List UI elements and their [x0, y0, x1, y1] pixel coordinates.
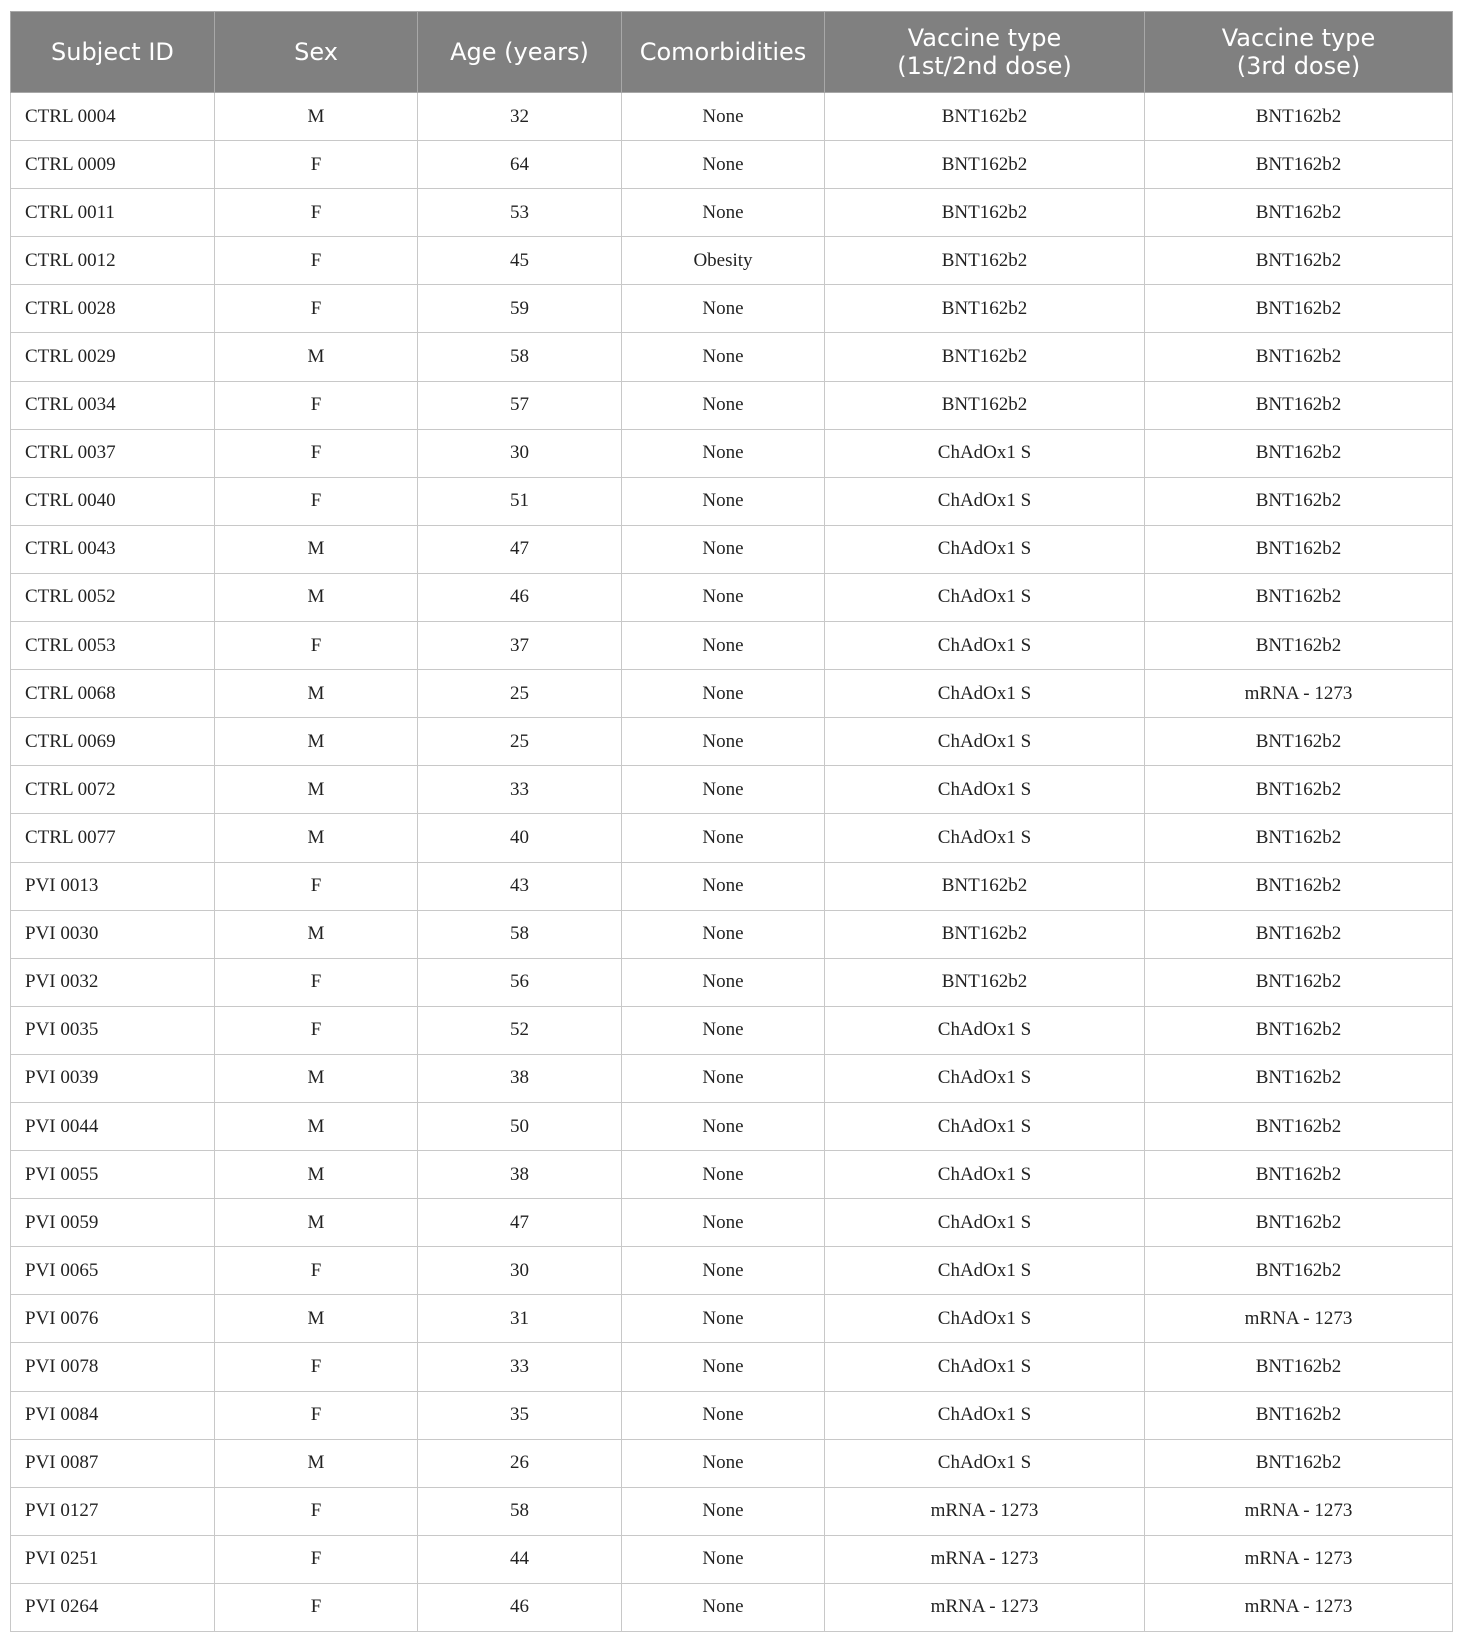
- subject-id-cell: PVI 0044: [11, 1102, 215, 1150]
- comorbidities-cell: None: [622, 381, 825, 429]
- table-row: [11, 141, 1453, 189]
- table-row: [11, 958, 1453, 1006]
- subject-id-cell: PVI 0055: [11, 1151, 215, 1199]
- table-row: [11, 1247, 1453, 1295]
- age-cell: 25: [418, 670, 622, 718]
- age-cell: 46: [418, 1583, 622, 1631]
- vaccine-first-second-dose-cell: ChAdOx1 S: [825, 1295, 1145, 1343]
- sex-cell: F: [215, 1343, 418, 1391]
- sex-cell: F: [215, 429, 418, 477]
- vaccine-first-second-dose-cell: BNT162b2: [825, 285, 1145, 333]
- age-cell: 33: [418, 766, 622, 814]
- comorbidities-cell: None: [622, 573, 825, 621]
- age-cell: 33: [418, 1343, 622, 1391]
- sex-cell: F: [215, 622, 418, 670]
- vaccine-first-second-dose-cell: ChAdOx1 S: [825, 622, 1145, 670]
- table-header: [11, 12, 1453, 93]
- subject-id-cell: PVI 0030: [11, 910, 215, 958]
- age-cell: 32: [418, 93, 622, 141]
- comorbidities-cell: None: [622, 1006, 825, 1054]
- subject-id-cell: PVI 0059: [11, 1199, 215, 1247]
- vaccine-first-second-dose-cell: ChAdOx1 S: [825, 1343, 1145, 1391]
- vaccine-first-second-dose-cell: ChAdOx1 S: [825, 1199, 1145, 1247]
- vaccine-third-dose-cell: BNT162b2: [1145, 237, 1453, 285]
- vaccine-third-dose-cell: BNT162b2: [1145, 1006, 1453, 1054]
- sex-cell: M: [215, 573, 418, 621]
- subject-id-cell: PVI 0264: [11, 1583, 215, 1631]
- comorbidities-cell: None: [622, 1247, 825, 1295]
- vaccine-first-second-dose-cell: BNT162b2: [825, 141, 1145, 189]
- vaccine-first-second-dose-cell: mRNA - 1273: [825, 1487, 1145, 1535]
- subject-id-cell: CTRL 0004: [11, 93, 215, 141]
- comorbidities-cell: None: [622, 1295, 825, 1343]
- sex-cell: M: [215, 910, 418, 958]
- table-row: [11, 1343, 1453, 1391]
- comorbidities-cell: None: [622, 525, 825, 573]
- vaccine-third-dose-cell: BNT162b2: [1145, 381, 1453, 429]
- sex-cell: F: [215, 958, 418, 1006]
- subject-id-cell: CTRL 0043: [11, 525, 215, 573]
- comorbidities-cell: None: [622, 1102, 825, 1150]
- subject-id-cell: PVI 0065: [11, 1247, 215, 1295]
- age-cell: 43: [418, 862, 622, 910]
- table-row: [11, 573, 1453, 621]
- comorbidities-cell: None: [622, 1439, 825, 1487]
- subject-id-cell: CTRL 0069: [11, 718, 215, 766]
- vaccine-third-dose-cell: BNT162b2: [1145, 525, 1453, 573]
- vaccine-third-dose-cell: BNT162b2: [1145, 1151, 1453, 1199]
- sex-cell: F: [215, 189, 418, 237]
- table-row: [11, 525, 1453, 573]
- vaccine-third-dose-cell: mRNA - 1273: [1145, 1535, 1453, 1583]
- sex-cell: F: [215, 477, 418, 525]
- header-comorbidities: Comorbidities: [622, 12, 825, 93]
- subject-id-cell: PVI 0039: [11, 1054, 215, 1102]
- subject-id-cell: PVI 0087: [11, 1439, 215, 1487]
- vaccine-third-dose-cell: BNT162b2: [1145, 285, 1453, 333]
- vaccine-first-second-dose-cell: BNT162b2: [825, 93, 1145, 141]
- comorbidities-cell: None: [622, 333, 825, 381]
- table-row: [11, 718, 1453, 766]
- subject-id-cell: CTRL 0077: [11, 814, 215, 862]
- vaccine-first-second-dose-cell: ChAdOx1 S: [825, 525, 1145, 573]
- vaccine-third-dose-cell: BNT162b2: [1145, 1199, 1453, 1247]
- sex-cell: M: [215, 718, 418, 766]
- vaccine-first-second-dose-cell: BNT162b2: [825, 862, 1145, 910]
- sex-cell: F: [215, 381, 418, 429]
- vaccine-third-dose-cell: BNT162b2: [1145, 429, 1453, 477]
- age-cell: 47: [418, 525, 622, 573]
- age-cell: 57: [418, 381, 622, 429]
- vaccine-third-dose-cell: BNT162b2: [1145, 1054, 1453, 1102]
- vaccine-third-dose-cell: BNT162b2: [1145, 333, 1453, 381]
- vaccine-first-second-dose-cell: ChAdOx1 S: [825, 573, 1145, 621]
- table-row: [11, 1006, 1453, 1054]
- table-row: [11, 1487, 1453, 1535]
- age-cell: 59: [418, 285, 622, 333]
- comorbidities-cell: None: [622, 814, 825, 862]
- vaccine-third-dose-cell: mRNA - 1273: [1145, 1295, 1453, 1343]
- comorbidities-cell: None: [622, 718, 825, 766]
- subject-id-cell: PVI 0013: [11, 862, 215, 910]
- comorbidities-cell: None: [622, 477, 825, 525]
- table-row: [11, 237, 1453, 285]
- comorbidities-cell: None: [622, 670, 825, 718]
- sex-cell: F: [215, 1535, 418, 1583]
- vaccine-third-dose-cell: BNT162b2: [1145, 622, 1453, 670]
- age-cell: 58: [418, 333, 622, 381]
- table-row: [11, 93, 1453, 141]
- age-cell: 58: [418, 910, 622, 958]
- comorbidities-cell: None: [622, 1054, 825, 1102]
- sex-cell: F: [215, 1583, 418, 1631]
- subject-id-cell: CTRL 0009: [11, 141, 215, 189]
- vaccine-third-dose-cell: mRNA - 1273: [1145, 1583, 1453, 1631]
- vaccine-first-second-dose-cell: BNT162b2: [825, 958, 1145, 1006]
- comorbidities-cell: None: [622, 1535, 825, 1583]
- subjects-table: [10, 11, 1453, 1632]
- sex-cell: F: [215, 1247, 418, 1295]
- table-row: [11, 814, 1453, 862]
- header-sex: Sex: [215, 12, 418, 93]
- age-cell: 52: [418, 1006, 622, 1054]
- table-row: [11, 862, 1453, 910]
- sex-cell: M: [215, 333, 418, 381]
- subject-id-cell: PVI 0076: [11, 1295, 215, 1343]
- subject-id-cell: CTRL 0068: [11, 670, 215, 718]
- comorbidities-cell: None: [622, 1199, 825, 1247]
- sex-cell: M: [215, 1102, 418, 1150]
- comorbidities-cell: None: [622, 429, 825, 477]
- age-cell: 50: [418, 1102, 622, 1150]
- vaccine-third-dose-cell: BNT162b2: [1145, 1102, 1453, 1150]
- sex-cell: M: [215, 814, 418, 862]
- table-row: [11, 670, 1453, 718]
- vaccine-third-dose-cell: BNT162b2: [1145, 1247, 1453, 1295]
- comorbidities-cell: None: [622, 189, 825, 237]
- subject-id-cell: CTRL 0072: [11, 766, 215, 814]
- subject-id-cell: CTRL 0011: [11, 189, 215, 237]
- comorbidities-cell: None: [622, 141, 825, 189]
- vaccine-first-second-dose-cell: BNT162b2: [825, 237, 1145, 285]
- age-cell: 26: [418, 1439, 622, 1487]
- sex-cell: F: [215, 285, 418, 333]
- vaccine-first-second-dose-cell: ChAdOx1 S: [825, 1151, 1145, 1199]
- comorbidities-cell: None: [622, 766, 825, 814]
- vaccine-third-dose-cell: BNT162b2: [1145, 1391, 1453, 1439]
- vaccine-first-second-dose-cell: ChAdOx1 S: [825, 1391, 1145, 1439]
- subject-id-cell: PVI 0078: [11, 1343, 215, 1391]
- sex-cell: M: [215, 1439, 418, 1487]
- vaccine-first-second-dose-cell: ChAdOx1 S: [825, 814, 1145, 862]
- sex-cell: M: [215, 1295, 418, 1343]
- age-cell: 40: [418, 814, 622, 862]
- sex-cell: F: [215, 862, 418, 910]
- age-cell: 25: [418, 718, 622, 766]
- age-cell: 46: [418, 573, 622, 621]
- vaccine-third-dose-cell: BNT162b2: [1145, 573, 1453, 621]
- table-row: [11, 1295, 1453, 1343]
- subject-id-cell: CTRL 0034: [11, 381, 215, 429]
- vaccine-first-second-dose-cell: mRNA - 1273: [825, 1535, 1145, 1583]
- comorbidities-cell: None: [622, 622, 825, 670]
- table-row: [11, 1199, 1453, 1247]
- vaccine-first-second-dose-cell: ChAdOx1 S: [825, 1439, 1145, 1487]
- vaccine-third-dose-cell: BNT162b2: [1145, 958, 1453, 1006]
- vaccine-first-second-dose-cell: ChAdOx1 S: [825, 766, 1145, 814]
- table-row: [11, 1102, 1453, 1150]
- comorbidities-cell: None: [622, 958, 825, 1006]
- vaccine-third-dose-cell: BNT162b2: [1145, 862, 1453, 910]
- subject-id-cell: CTRL 0012: [11, 237, 215, 285]
- age-cell: 47: [418, 1199, 622, 1247]
- age-cell: 44: [418, 1535, 622, 1583]
- sex-cell: M: [215, 1054, 418, 1102]
- table-row: [11, 189, 1453, 237]
- sex-cell: M: [215, 766, 418, 814]
- sex-cell: F: [215, 141, 418, 189]
- subject-id-cell: CTRL 0029: [11, 333, 215, 381]
- subject-id-cell: PVI 0127: [11, 1487, 215, 1535]
- vaccine-first-second-dose-cell: BNT162b2: [825, 189, 1145, 237]
- vaccine-third-dose-cell: BNT162b2: [1145, 1439, 1453, 1487]
- table-row: [11, 333, 1453, 381]
- age-cell: 31: [418, 1295, 622, 1343]
- comorbidities-cell: None: [622, 1151, 825, 1199]
- vaccine-third-dose-cell: mRNA - 1273: [1145, 1487, 1453, 1535]
- comorbidities-cell: None: [622, 1343, 825, 1391]
- sex-cell: F: [215, 1006, 418, 1054]
- vaccine-third-dose-cell: BNT162b2: [1145, 477, 1453, 525]
- sex-cell: M: [215, 1199, 418, 1247]
- table-row: [11, 1054, 1453, 1102]
- subject-id-cell: CTRL 0040: [11, 477, 215, 525]
- vaccine-third-dose-cell: BNT162b2: [1145, 718, 1453, 766]
- subject-id-cell: PVI 0032: [11, 958, 215, 1006]
- age-cell: 30: [418, 429, 622, 477]
- subject-id-cell: CTRL 0028: [11, 285, 215, 333]
- table-row: [11, 1439, 1453, 1487]
- table-row: [11, 477, 1453, 525]
- table-row: [11, 1535, 1453, 1583]
- comorbidities-cell: None: [622, 1391, 825, 1439]
- header-subject-id: Subject ID: [11, 12, 215, 93]
- subject-id-cell: PVI 0084: [11, 1391, 215, 1439]
- subject-id-cell: PVI 0251: [11, 1535, 215, 1583]
- table-row: [11, 1391, 1453, 1439]
- comorbidities-cell: None: [622, 1583, 825, 1631]
- age-cell: 53: [418, 189, 622, 237]
- vaccine-first-second-dose-cell: BNT162b2: [825, 381, 1145, 429]
- sex-cell: M: [215, 525, 418, 573]
- vaccine-third-dose-cell: BNT162b2: [1145, 766, 1453, 814]
- subject-id-cell: CTRL 0052: [11, 573, 215, 621]
- vaccine-first-second-dose-cell: ChAdOx1 S: [825, 1102, 1145, 1150]
- table-row: [11, 1151, 1453, 1199]
- sex-cell: F: [215, 1487, 418, 1535]
- vaccine-third-dose-cell: BNT162b2: [1145, 141, 1453, 189]
- vaccine-third-dose-cell: BNT162b2: [1145, 910, 1453, 958]
- comorbidities-cell: Obesity: [622, 237, 825, 285]
- table-row: [11, 622, 1453, 670]
- vaccine-first-second-dose-cell: ChAdOx1 S: [825, 1247, 1145, 1295]
- header-vaccine-first-second-dose: Vaccine type (1st/2nd dose): [825, 12, 1145, 93]
- vaccine-first-second-dose-cell: ChAdOx1 S: [825, 1054, 1145, 1102]
- sex-cell: M: [215, 1151, 418, 1199]
- header-row: [11, 12, 1453, 93]
- sex-cell: M: [215, 93, 418, 141]
- vaccine-third-dose-cell: mRNA - 1273: [1145, 670, 1453, 718]
- table-row: [11, 429, 1453, 477]
- sex-cell: M: [215, 670, 418, 718]
- comorbidities-cell: None: [622, 1487, 825, 1535]
- subject-id-cell: PVI 0035: [11, 1006, 215, 1054]
- table-body: [11, 93, 1453, 1632]
- vaccine-first-second-dose-cell: ChAdOx1 S: [825, 718, 1145, 766]
- age-cell: 64: [418, 141, 622, 189]
- age-cell: 30: [418, 1247, 622, 1295]
- table-row: [11, 1583, 1453, 1631]
- comorbidities-cell: None: [622, 93, 825, 141]
- subject-id-cell: CTRL 0053: [11, 622, 215, 670]
- table-row: [11, 285, 1453, 333]
- header-age: Age (years): [418, 12, 622, 93]
- age-cell: 35: [418, 1391, 622, 1439]
- comorbidities-cell: None: [622, 862, 825, 910]
- vaccine-first-second-dose-cell: ChAdOx1 S: [825, 670, 1145, 718]
- age-cell: 38: [418, 1054, 622, 1102]
- age-cell: 58: [418, 1487, 622, 1535]
- vaccine-third-dose-cell: BNT162b2: [1145, 814, 1453, 862]
- vaccine-first-second-dose-cell: ChAdOx1 S: [825, 477, 1145, 525]
- vaccine-first-second-dose-cell: BNT162b2: [825, 910, 1145, 958]
- sex-cell: F: [215, 237, 418, 285]
- age-cell: 56: [418, 958, 622, 1006]
- comorbidities-cell: None: [622, 910, 825, 958]
- table-row: [11, 381, 1453, 429]
- table-row: [11, 910, 1453, 958]
- vaccine-first-second-dose-cell: mRNA - 1273: [825, 1583, 1145, 1631]
- table-row: [11, 766, 1453, 814]
- sex-cell: F: [215, 1391, 418, 1439]
- vaccine-third-dose-cell: BNT162b2: [1145, 189, 1453, 237]
- comorbidities-cell: None: [622, 285, 825, 333]
- vaccine-first-second-dose-cell: ChAdOx1 S: [825, 1006, 1145, 1054]
- age-cell: 51: [418, 477, 622, 525]
- age-cell: 37: [418, 622, 622, 670]
- age-cell: 45: [418, 237, 622, 285]
- vaccine-third-dose-cell: BNT162b2: [1145, 1343, 1453, 1391]
- vaccine-third-dose-cell: BNT162b2: [1145, 93, 1453, 141]
- vaccine-first-second-dose-cell: BNT162b2: [825, 333, 1145, 381]
- subject-id-cell: CTRL 0037: [11, 429, 215, 477]
- vaccine-first-second-dose-cell: ChAdOx1 S: [825, 429, 1145, 477]
- age-cell: 38: [418, 1151, 622, 1199]
- header-vaccine-third-dose: Vaccine type (3rd dose): [1145, 12, 1453, 93]
